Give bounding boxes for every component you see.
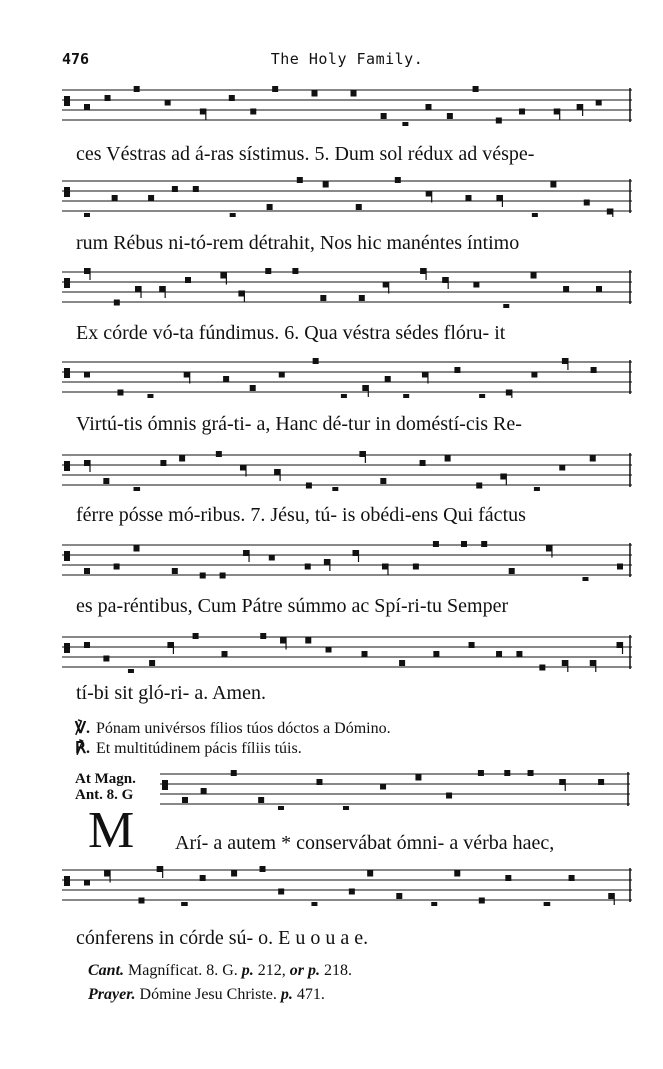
staff-notation bbox=[62, 862, 632, 906]
antiphon-lyric-line: Arí- a autem * conservábat ómni- a vérba haec, bbox=[175, 832, 555, 854]
music-staff bbox=[62, 354, 632, 398]
canticle-text: Magníficat. 8. G. bbox=[128, 962, 238, 979]
staff-notation bbox=[62, 354, 632, 398]
staff-notation bbox=[62, 537, 632, 581]
canticle-page-abbr: p. bbox=[241, 962, 254, 979]
canticle-page-2: 218. bbox=[324, 962, 352, 979]
running-title: The Holy Family. bbox=[270, 50, 424, 68]
prayer-page-abbr: p. bbox=[280, 986, 293, 1003]
lyric-line: férre pósse mó-ribus. 7. Jésu, tú- is obédi-ens Qui fáctus bbox=[76, 504, 526, 526]
lyric-line: tí-bi sit gló-ri- a. Amen. bbox=[76, 682, 266, 704]
prayer-page: 471. bbox=[296, 986, 325, 1003]
staff-notation bbox=[62, 264, 632, 308]
prayer-label: Prayer. bbox=[88, 986, 136, 1003]
lyric-line: Ex córde vó-ta fúndimus. 6. Qua véstra sédes flóru- it bbox=[76, 322, 506, 344]
music-staff bbox=[62, 82, 632, 126]
music-staff bbox=[160, 766, 630, 810]
antiphon-initial: M bbox=[88, 802, 135, 859]
staff-notation bbox=[62, 82, 632, 126]
music-staff bbox=[62, 447, 632, 491]
versicle-line bbox=[75, 718, 391, 738]
versicle-text: Pónam univérsos fílios túos dóctos a Dómino. bbox=[95, 720, 391, 737]
antiphon-lyric-line: cónferens in córde sú- o. E u o u a e. bbox=[76, 927, 369, 949]
music-staff bbox=[62, 537, 632, 581]
antiphon-label-line2: Ant. 8. G bbox=[75, 787, 134, 803]
canticle-page-1: 212, bbox=[257, 962, 286, 979]
lyric-line: ces Véstras ad á-ras sístimus. 5. Dum sol rédux ad véspe- bbox=[76, 143, 535, 165]
music-staff bbox=[62, 862, 632, 906]
staff-notation bbox=[62, 173, 632, 217]
antiphon-label-line1: At Magn. bbox=[75, 771, 136, 787]
canticle-or: or p. bbox=[289, 962, 320, 979]
response-text: Et multitúdinem pácis fíliis túis. bbox=[95, 740, 302, 757]
music-staff bbox=[62, 264, 632, 308]
canticle-label: Cant. bbox=[88, 962, 125, 979]
music-staff bbox=[62, 629, 632, 673]
prayer-line bbox=[88, 986, 325, 1004]
response-symbol: ℟. bbox=[75, 740, 90, 757]
music-staff bbox=[62, 173, 632, 217]
staff-notation bbox=[160, 766, 630, 810]
canticle-line bbox=[88, 962, 352, 980]
page-number: 476 bbox=[62, 50, 90, 68]
response-line bbox=[75, 738, 302, 758]
prayer-text: Dómine Jesu Christe. bbox=[139, 986, 277, 1003]
staff-notation bbox=[62, 629, 632, 673]
page-header bbox=[62, 50, 632, 72]
lyric-line: Virtú-tis ómnis grá-ti- a, Hanc dé-tur in doméstí-cis Re- bbox=[76, 413, 522, 435]
versicle-symbol: ℣. bbox=[75, 720, 90, 737]
staff-notation bbox=[62, 447, 632, 491]
lyric-line: rum Rébus ni-tó-rem détrahit, Nos hic manéntes íntimo bbox=[76, 232, 520, 254]
lyric-line: es pa-réntibus, Cum Pátre súmmo ac Spí-ri-tu Semper bbox=[76, 595, 509, 617]
